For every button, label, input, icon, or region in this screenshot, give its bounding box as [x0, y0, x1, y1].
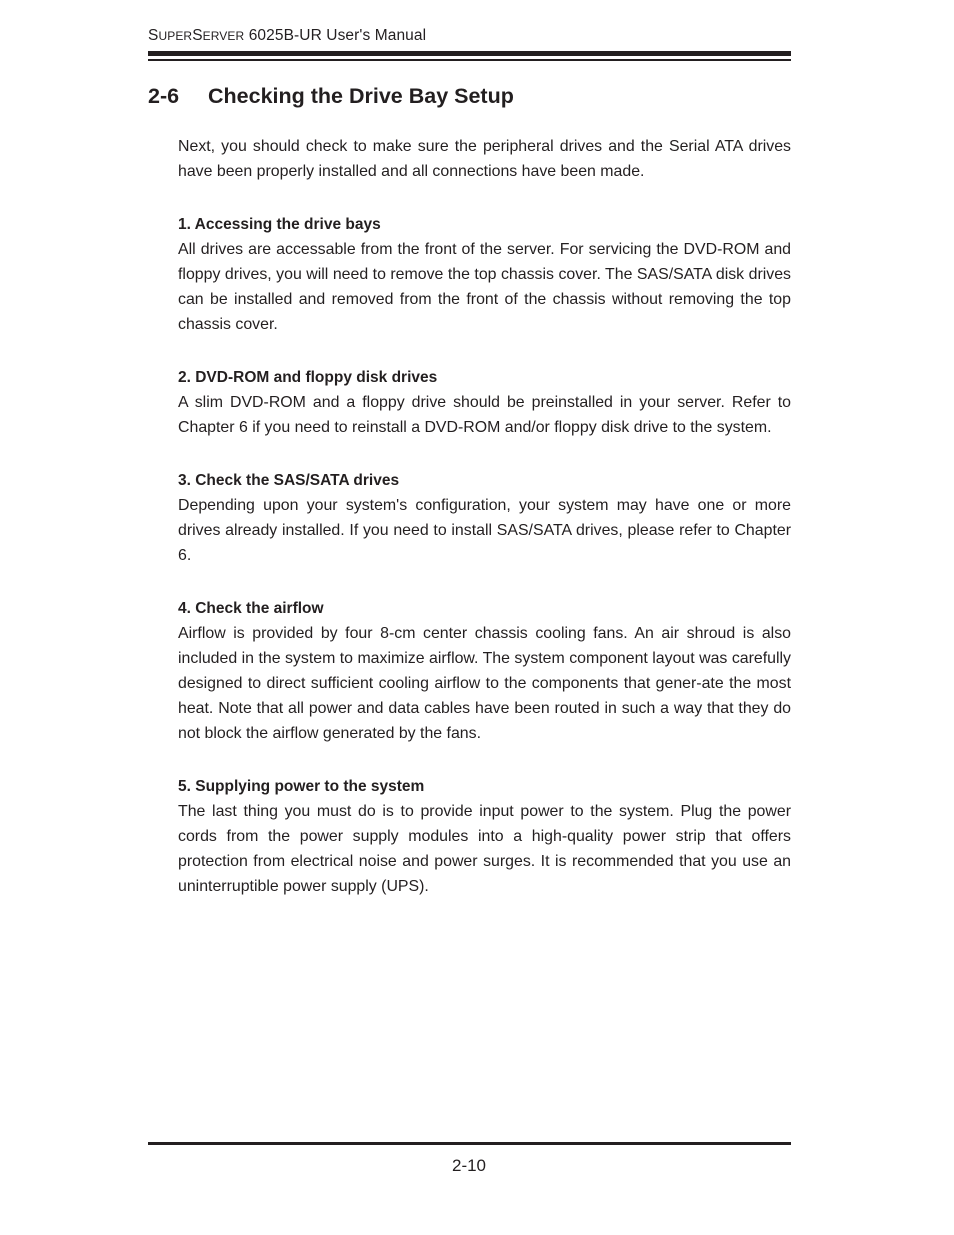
running-header [148, 27, 426, 45]
subsection-heading: 5. Supplying power to the system [178, 778, 425, 795]
subsection-body: The last thing you must do is to provide input power to the system. Plug the power cords from the power supply modules into a high-quality power strip that offers protection from electrical noise and power surges. It is recommended that you use an uninterruptible power supply (UPS). [178, 803, 791, 895]
subsection-heading: 3. Check the SAS/SATA drives [178, 472, 400, 489]
header-rule-thick [148, 51, 791, 56]
subsection-body: Airflow is provided by four 8-cm center chassis cooling fans. An air shroud is also included in the system to maximize airflow. The system component layout was carefully designed to direct sufficient cooling airflow to the components that gener-ate the most heat. Note that all power and data cables have been routed in such a way that they do not block the airflow generated by the fans. [178, 625, 791, 742]
page-number: 2-10 [451, 1156, 487, 1175]
header-title-sc2: ERVER [202, 29, 245, 43]
header-title-s1: S [148, 27, 159, 44]
subsection-body: Depending upon your system's configuration, your system may have one or more drives already installed. If you need to install SAS/SATA drives, please refer to Chapter 6. [178, 497, 791, 564]
page-content [178, 134, 791, 927]
subsection-heading: 4. Check the airflow [178, 600, 324, 617]
subsection-3 [178, 468, 791, 568]
subsection-body: A slim DVD-ROM and a floppy drive should be preinstalled in your server. Refer to Chapter 6 if you need to reinstall a DVD-ROM and/or floppy disk drive to the system. [178, 394, 791, 436]
intro-paragraph: Next, you should check to make sure the peripheral drives and the Serial ATA drives have been properly installed and all connections have been made. [178, 138, 791, 180]
header-title-s2: S [192, 27, 203, 44]
subsection-body: All drives are accessable from the front of the server. For servicing the DVD-ROM and floppy drives, you will need to remove the top chassis cover. The SAS/SATA disk drives can be installed and removed from the front of the chassis without removing the top chassis cover. [178, 241, 791, 333]
subsection-5 [178, 774, 791, 899]
section-number: 2-6 [148, 84, 180, 108]
section-title [148, 84, 514, 109]
header-title-rest: 6025B-UR User's Manual [244, 27, 427, 44]
subsection-heading: 2. DVD-ROM and floppy disk drives [178, 369, 438, 386]
subsection-heading: 1. Accessing the drive bays [178, 216, 381, 233]
subsection-2 [178, 365, 791, 440]
footer-rule [148, 1142, 791, 1145]
subsection-4 [178, 596, 791, 746]
header-rule-thin [148, 59, 791, 61]
section-title-text: Checking the Drive Bay Setup [208, 84, 514, 108]
header-title-sc1: UPER [158, 29, 193, 43]
subsection-1 [178, 212, 791, 337]
